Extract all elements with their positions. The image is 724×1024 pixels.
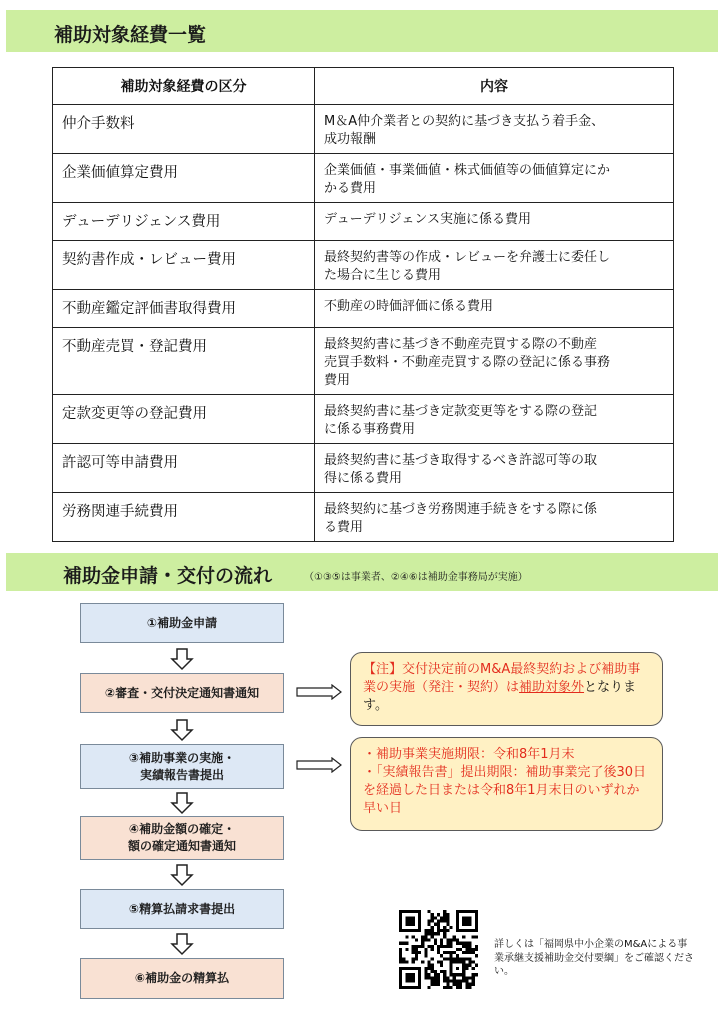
flow-step-4-line1: ④補助金額の確定・ [128, 822, 236, 836]
expense-content-line: 最終契約書に基づき取得するべき許認可等の取 [324, 453, 598, 468]
expense-content [315, 241, 674, 290]
expense-content-line: 成功報酬 [324, 132, 377, 147]
expense-content [315, 493, 674, 542]
flow-step-3-line2: 実績報告書提出 [139, 767, 224, 782]
flow-step-6-label: ⑥補助金の精算払 [134, 971, 230, 985]
down-arrow-icon [170, 791, 194, 815]
info-text: 詳しくは「福岡県中小企業のM&Aによる事業承継支援補助金交付要綱」をご確認ください。 [494, 939, 694, 977]
down-arrow-icon [170, 863, 194, 887]
flow-step-3-line1: ③補助事業の実施・ [128, 750, 236, 765]
expense-content-line: 最終契約書等の作成・レビューを弁護士に委任し [324, 250, 611, 265]
flow-step-6 [80, 958, 284, 999]
qr-code-icon[interactable] [399, 910, 478, 989]
expense-content-line: 最終契約書に基づき不動産売買する際の不動産 [324, 337, 598, 352]
flow-step-1-label: ①補助金申請 [146, 615, 218, 630]
table-row [53, 444, 674, 493]
flow-step-2 [80, 673, 284, 713]
expense-category: 不動産鑑定評価書取得費用 [53, 290, 315, 328]
expense-content-line: 最終契約に基づき労務関連手続きをする際に係 [324, 502, 598, 517]
flow-legend-note: （①③⑤は事業者、②④⑥は補助金事務局が実施） [304, 572, 528, 583]
table-row [53, 290, 674, 328]
expense-category: 契約書作成・レビュー費用 [53, 241, 315, 290]
table-header-row [53, 68, 674, 105]
note-caution-tail: となります。 [363, 680, 637, 713]
expense-content [315, 154, 674, 203]
expense-content-line: かる費用 [324, 181, 377, 196]
expense-category: 許認可等申請費用 [53, 444, 315, 493]
section-title-expenses: 補助対象経費一覧 [54, 24, 207, 46]
column-header-content: 内容 [315, 68, 674, 105]
section-banner-expenses [6, 10, 718, 52]
flow-step-4 [80, 816, 284, 860]
note-caution-text: 【注】交付決定前のM&A最終契約および補助事業の実施（発注・契約）は [363, 662, 641, 695]
expense-category: デューデリジェンス費用 [53, 203, 315, 241]
table-row [53, 241, 674, 290]
flow-step-4-line2: 額の確定通知書通知 [127, 839, 236, 853]
expense-content-line: デューデリジェンス実施に係る費用 [324, 212, 531, 227]
expense-content [315, 203, 674, 241]
expense-content-line: る費用 [324, 520, 364, 535]
table-row [53, 328, 674, 395]
section-banner-flow [6, 553, 718, 591]
down-arrow-icon [170, 647, 194, 671]
down-arrow-icon [170, 932, 194, 956]
expense-content [315, 328, 674, 395]
expense-content-line: に係る事務費用 [324, 422, 416, 437]
expense-content [315, 290, 674, 328]
note-deadlines [350, 737, 663, 831]
right-arrow-icon [296, 684, 342, 700]
table-row [53, 105, 674, 154]
flow-step-5 [80, 889, 284, 929]
down-arrow-icon [170, 718, 194, 742]
note-deadline-1: ・補助事業実施期限：令和8年1月末 [363, 747, 575, 762]
expense-category: 不動産売買・登記費用 [53, 328, 315, 395]
table-row [53, 395, 674, 444]
note-deadline-2: ・「実績報告書」提出期限：補助事業完了後30日を経過した日または令和8年1月末日のいずれか早い日 [363, 765, 647, 816]
expense-table [52, 67, 674, 542]
expense-category: 企業価値算定費用 [53, 154, 315, 203]
expense-content-line: 企業価値・事業価値・株式価値等の価値算定にか [324, 163, 611, 178]
expense-content-line: 不動産の時価評価に係る費用 [324, 299, 494, 314]
right-arrow-icon [296, 757, 342, 773]
flow-step-5-label: ⑤精算払請求書提出 [128, 901, 236, 916]
expense-content-line: 最終契約書に基づき定款変更等をする際の登記 [324, 404, 598, 419]
flow-step-1 [80, 603, 284, 643]
note-caution [350, 652, 663, 726]
expense-category: 定款変更等の登記費用 [53, 395, 315, 444]
section-title-flow: 補助金申請・交付の流れ [63, 565, 273, 587]
table-row [53, 203, 674, 241]
expense-category: 労務関連手続費用 [53, 493, 315, 542]
expense-content-line: た場合に生じる費用 [324, 268, 442, 283]
expense-content [315, 444, 674, 493]
column-header-category: 補助対象経費の区分 [53, 68, 315, 105]
expense-content [315, 395, 674, 444]
expense-content [315, 105, 674, 154]
expense-content-line: 費用 [324, 373, 351, 388]
table-row [53, 493, 674, 542]
expense-content-line: 売買手数料・不動産売買する際の登記に係る事務 [324, 355, 611, 370]
table-row [53, 154, 674, 203]
expense-content-line: M＆A仲介業者との契約に基づき支払う着手金、 [324, 114, 605, 129]
flow-step-3 [80, 744, 284, 789]
note-caution-underlined: 補助対象外 [519, 680, 585, 695]
expense-content-line: 得に係る費用 [324, 471, 403, 486]
expense-category: 仲介手数料 [53, 105, 315, 154]
flow-step-2-label: ②審査・交付決定通知書通知 [104, 685, 260, 700]
